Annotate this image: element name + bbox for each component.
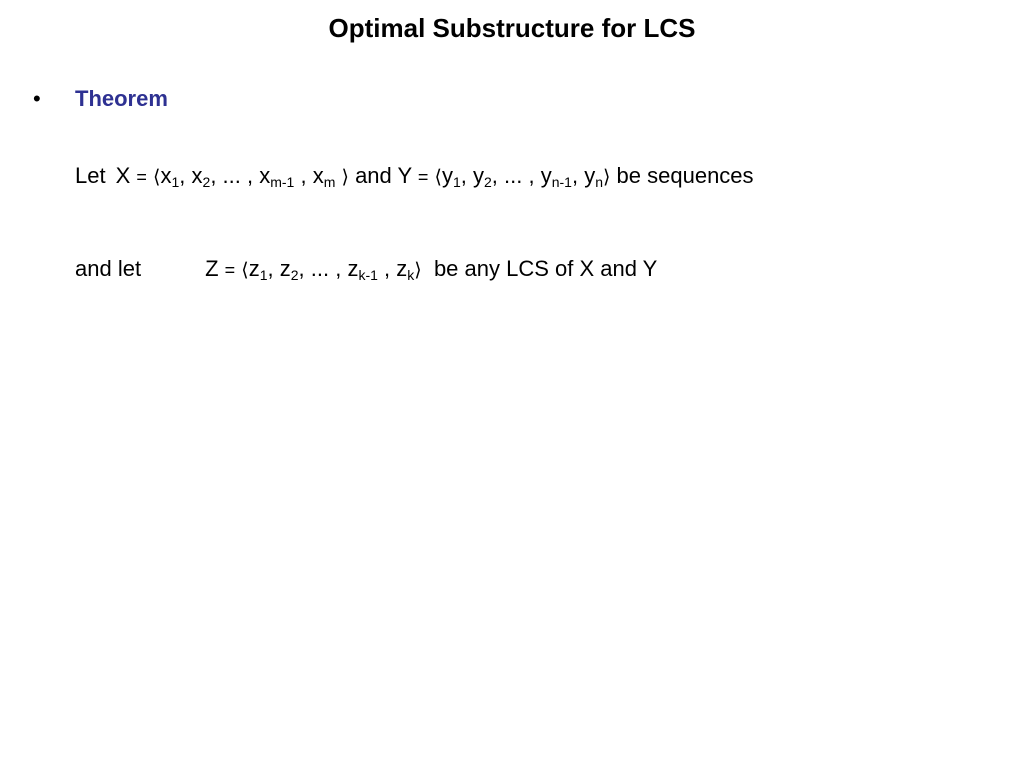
- x1-term: $x_1$: [160, 163, 180, 190]
- bullet-icon: •: [33, 86, 41, 111]
- equals-sign: =: [417, 167, 429, 187]
- z-variable: Z: [205, 256, 219, 281]
- right-angle-bracket: ⟩: [603, 166, 611, 188]
- ellipsis: , ... ,: [298, 256, 342, 281]
- zk-term: $z_k$: [396, 256, 415, 283]
- lcs-tail-text: be any LCS of X and Y: [433, 256, 658, 281]
- bullet-item-theorem: [33, 84, 168, 114]
- let-text: Let: [75, 163, 106, 188]
- ellipsis: , ... ,: [210, 163, 254, 188]
- yn-term: $y_n$: [584, 163, 603, 190]
- theorem-line-sequences: Let $X = ⟨x_1$, $x_2$, ... , $x_{m-1}$ , $x_m$ ⟩ and $Y = ⟨y_1$, $y_2$, ... , $y_{n-1}$, $y_n⟩$ be sequences: [75, 163, 754, 190]
- z2-term: $z_2$: [279, 256, 299, 283]
- equals-sign: =: [136, 167, 147, 187]
- left-angle-bracket: ⟨: [241, 259, 249, 281]
- and-let-text: and let: [75, 256, 142, 281]
- be-sequences-text: be sequences: [616, 163, 754, 188]
- right-angle-bracket: ⟩: [414, 259, 422, 281]
- x2-term: $x_2$: [191, 163, 211, 190]
- equals-sign: =: [224, 260, 236, 280]
- left-angle-bracket: ⟨: [434, 166, 442, 188]
- slide-title: Optimal Substructure for LCS: [328, 13, 696, 43]
- xm1-term: $x_{m-1}$: [259, 163, 295, 190]
- x-variable: X: [115, 163, 131, 188]
- and-y-text: and Y: [355, 163, 412, 188]
- y1-term: $y_1$: [441, 163, 461, 190]
- ellipsis: , ... ,: [491, 163, 535, 188]
- yn1-term: $y_{n-1}$: [540, 163, 572, 190]
- y2-term: $y_2$: [473, 163, 492, 190]
- theorem-label: Theorem: [75, 86, 168, 111]
- xm-term: $x_m$: [312, 163, 336, 190]
- zk1-term: $z_{k-1}$: [347, 256, 378, 283]
- left-angle-bracket: ⟨: [153, 166, 161, 188]
- right-angle-bracket: ⟩: [341, 166, 349, 188]
- z1-term: $z_1$: [248, 256, 268, 283]
- theorem-line-lcs: and let $Z = ⟨z_1$, $z_2$, ... , $z_{k-1}$ , $z_k⟩$ be any LCS of X and Y: [75, 256, 658, 283]
